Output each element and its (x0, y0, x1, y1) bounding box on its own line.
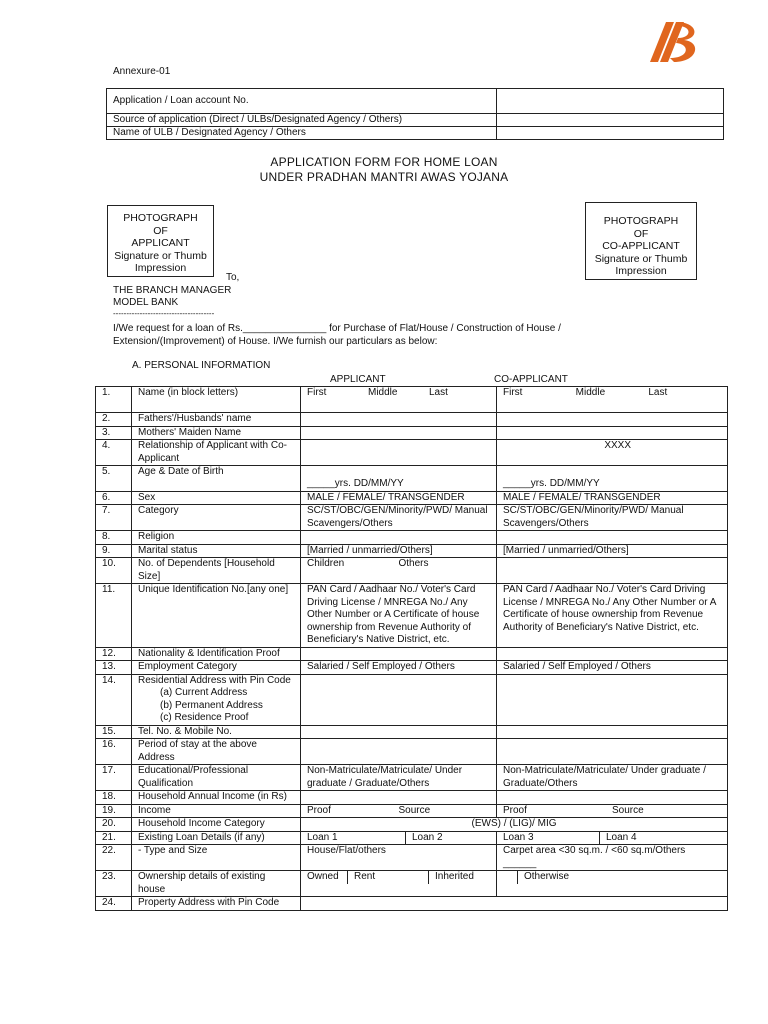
row-label: - Type and Size (132, 845, 301, 871)
table-row (96, 584, 728, 648)
row-number: 23. (96, 871, 132, 897)
row-label: Marital status (132, 544, 301, 558)
table-row (96, 505, 728, 531)
otherwise-option[interactable]: Otherwise (524, 871, 570, 882)
coapplicant-field[interactable] (497, 558, 728, 584)
coapplicant-field[interactable] (497, 674, 728, 725)
row-number: 5. (96, 466, 132, 492)
row-label: Ownership details of existing house (132, 871, 301, 897)
rent-option[interactable]: Rent (348, 871, 429, 884)
table-row (96, 804, 728, 818)
applicant-income-field[interactable] (301, 804, 497, 818)
applicant-id-field[interactable]: PAN Card / Aadhaar No./ Voter's Card Driving License / MNREGA No./ Any Other Number or A Certificate of house ownership from Revenue Authority of Beneficiary's Native District, etc. (301, 584, 497, 648)
ulb-name-field[interactable] (497, 127, 724, 140)
applicant-education-field[interactable]: Non-Matriculate/Matriculate/ Under graduate / Graduate/Others (301, 765, 497, 791)
row-number: 1. (96, 387, 132, 413)
proof-label: Proof (503, 804, 527, 816)
row-number: 4. (96, 440, 132, 466)
applicant-field[interactable] (301, 674, 497, 725)
table-row (96, 491, 728, 505)
row-label (132, 674, 301, 725)
row-number: 16. (96, 739, 132, 765)
applicant-field[interactable] (301, 647, 497, 661)
bank-name-label: MODEL BANK (113, 297, 179, 308)
row-number: 12. (96, 647, 132, 661)
row-label: Religion (132, 531, 301, 545)
row-label: Household Annual Income (in Rs) (132, 791, 301, 805)
photo-label: PHOTOGRAPH (603, 215, 679, 227)
to-label: To, (226, 272, 240, 283)
table-row (96, 871, 728, 897)
children-label: Children (307, 558, 345, 569)
row-number: 18. (96, 791, 132, 805)
carpet-area-field[interactable]: Carpet area <30 sq.m. / <60 sq.m/Others ______ (497, 845, 728, 871)
coapplicant-dob-field[interactable]: _____yrs. DD/MM/YY (497, 466, 728, 492)
coapplicant-field: XXXX (497, 440, 728, 466)
coapplicant-column-header: CO-APPLICANT (494, 374, 568, 385)
table-row (96, 426, 728, 440)
row-label: Relationship of Applicant with Co-Applicant (132, 440, 301, 466)
source-field[interactable] (497, 114, 724, 127)
coapplicant-field[interactable] (497, 413, 728, 427)
request-line2: Extension/(Improvement) of House. I/We furnish our particulars as below: (113, 336, 438, 347)
applicant-sex-field[interactable]: MALE / FEMALE/ TRANSGENDER (301, 491, 497, 505)
row-label: Mothers' Maiden Name (132, 426, 301, 440)
first-label: First (307, 387, 327, 398)
table-row (96, 440, 728, 466)
branch-manager-label: THE BRANCH MANAGER (113, 285, 232, 296)
coapplicant-employment-field[interactable]: Salaried / Self Employed / Others (497, 661, 728, 675)
row-number: 13. (96, 661, 132, 675)
row-label: Unique Identification No.[any one] (132, 584, 301, 648)
coapplicant-name-field[interactable] (497, 387, 728, 413)
bank-logo (640, 18, 704, 64)
row-number: 6. (96, 491, 132, 505)
coapplicant-field[interactable] (497, 647, 728, 661)
ownership-field-b[interactable] (497, 871, 728, 897)
row-number: 14. (96, 674, 132, 725)
owned-option[interactable]: Owned (301, 871, 348, 884)
row-number: 24. (96, 897, 132, 911)
loan-3-4-field[interactable] (497, 831, 728, 845)
row-label: Name (in block letters) (132, 387, 301, 413)
coapplicant-photo-box[interactable] (585, 202, 697, 280)
applicant-name-field[interactable] (301, 387, 497, 413)
row-number: 17. (96, 765, 132, 791)
row-number: 19. (96, 804, 132, 818)
coapplicant-field[interactable] (497, 739, 728, 765)
table-row (96, 558, 728, 584)
row-number: 15. (96, 725, 132, 739)
applicant-field[interactable] (301, 791, 497, 805)
coapplicant-field[interactable] (497, 791, 728, 805)
coapplicant-field[interactable] (497, 531, 728, 545)
ulb-name-label: Name of ULB / Designated Agency / Others (107, 127, 497, 140)
row-label: Property Address with Pin Code (132, 897, 301, 911)
applicant-dob-field[interactable]: _____yrs. DD/MM/YY (301, 466, 497, 492)
photo-label: Signature or Thumb (594, 252, 688, 265)
coapplicant-id-field[interactable]: PAN Card / Aadhaar No./ Voter's Card Driving License / MNREGA No./ Any Other Number or A Certificate of house ownership from Revenue Authority of Beneficiary's Native District, etc. (497, 584, 728, 648)
row-label: Existing Loan Details (if any) (132, 831, 301, 845)
table-row (96, 413, 728, 427)
source-label: Source (612, 804, 644, 816)
table-row (96, 647, 728, 661)
row-label: Period of stay at the above Address (132, 739, 301, 765)
form-title-line1: APPLICATION FORM FOR HOME LOAN (270, 155, 498, 169)
middle-label: Middle (368, 387, 398, 398)
photo-label: APPLICANT (131, 237, 190, 249)
coapplicant-marital-field[interactable]: [Married / unmarried/Others] (497, 544, 728, 558)
coapplicant-education-field[interactable]: Non-Matriculate/Matriculate/ Under graduate / Graduate/Others (497, 765, 728, 791)
coapplicant-category-field[interactable]: SC/ST/OBC/GEN/Minority/PWD/ Manual Scavengers/Others (497, 505, 728, 531)
photo-label: CO-APPLICANT (602, 240, 680, 252)
house-type-field[interactable]: House/Flat/others (301, 845, 497, 871)
coapplicant-field[interactable] (497, 725, 728, 739)
coapplicant-income-field[interactable] (497, 804, 728, 818)
row-label: Nationality & Identification Proof (132, 647, 301, 661)
inherited-option[interactable]: Inherited (435, 871, 474, 882)
address-label: Residential Address with Pin Code (138, 674, 291, 686)
personal-info-table (95, 386, 728, 911)
first-label: First (503, 387, 523, 398)
row-number: 9. (96, 544, 132, 558)
residence-proof-label: (c) Residence Proof (160, 712, 249, 723)
row-label: Household Income Category (132, 818, 301, 832)
address-divider: -------------------------------------- (113, 309, 215, 318)
table-row (96, 725, 728, 739)
row-number: 10. (96, 558, 132, 584)
coapplicant-field[interactable] (497, 426, 728, 440)
property-address-field[interactable] (301, 897, 728, 911)
last-label: Last (429, 387, 448, 398)
row-label: Employment Category (132, 661, 301, 675)
photo-label: Signature or Thumb (114, 249, 207, 262)
table-row (96, 674, 728, 725)
row-label: Age & Date of Birth (132, 466, 301, 492)
photo-label: OF (153, 224, 168, 237)
applicant-field[interactable] (301, 440, 497, 466)
loan-3-label: Loan 3 (497, 832, 600, 845)
current-address-label: (a) Current Address (160, 687, 248, 698)
photo-label: Impression (134, 262, 187, 274)
photo-label: PHOTOGRAPH (123, 212, 198, 224)
row-label: Income (132, 804, 301, 818)
table-row (96, 531, 728, 545)
table-row (96, 544, 728, 558)
applicant-column-header: APPLICANT (330, 374, 386, 385)
table-row (96, 818, 728, 832)
middle-label: Middle (575, 387, 606, 398)
loan-account-label: Application / Loan account No. (107, 89, 497, 114)
row-label: Fathers'/Husbands' name (132, 413, 301, 427)
applicant-field[interactable] (301, 531, 497, 545)
applicant-field[interactable] (301, 426, 497, 440)
application-info-table (106, 88, 724, 140)
row-number: 7. (96, 505, 132, 531)
row-number: 21. (96, 831, 132, 845)
row-number: 22. (96, 845, 132, 871)
loan-1-label: Loan 1 (301, 832, 406, 845)
form-title-line2: UNDER PRADHAN MANTRI AWAS YOJANA (259, 170, 509, 184)
row-label: Tel. No. & Mobile No. (132, 725, 301, 739)
applicant-field[interactable] (301, 739, 497, 765)
loan-2-label: Loan 2 (412, 831, 443, 843)
row-label: Category (132, 505, 301, 531)
row-label: Educational/Professional Qualification (132, 765, 301, 791)
row-number: 11. (96, 584, 132, 648)
photo-label: OF (633, 227, 649, 240)
table-row (96, 661, 728, 675)
applicant-field[interactable] (301, 413, 497, 427)
row-label: No. of Dependents [Household Size] (132, 558, 301, 584)
row-label: Sex (132, 491, 301, 505)
applicant-field[interactable] (301, 725, 497, 739)
proof-label: Proof (307, 804, 331, 816)
table-row (96, 466, 728, 492)
table-row (96, 791, 728, 805)
row-number: 3. (96, 426, 132, 440)
row-number: 20. (96, 818, 132, 832)
table-row (96, 897, 728, 911)
loan-account-field[interactable] (497, 89, 724, 114)
table-row (96, 831, 728, 845)
loan-1-2-field[interactable] (301, 831, 497, 845)
applicant-photo-box[interactable] (107, 205, 214, 277)
ownership-field-a[interactable] (301, 871, 497, 897)
applicant-employment-field[interactable]: Salaried / Self Employed / Others (301, 661, 497, 675)
coapplicant-sex-field[interactable]: MALE / FEMALE/ TRANSGENDER (497, 491, 728, 505)
section-title: A. PERSONAL INFORMATION (132, 360, 271, 371)
applicant-category-field[interactable]: SC/ST/OBC/GEN/Minority/PWD/ Manual Scavengers/Others (301, 505, 497, 531)
row-number: 8. (96, 531, 132, 545)
last-label: Last (648, 387, 668, 398)
source-label: Source of application (Direct / ULBs/Designated Agency / Others) (107, 114, 497, 127)
table-row (96, 765, 728, 791)
table-row (96, 845, 728, 871)
table-row (96, 739, 728, 765)
dependents-field[interactable] (301, 558, 497, 584)
others-label: Others (398, 558, 429, 569)
table-row (96, 387, 728, 413)
permanent-address-label: (b) Permanent Address (160, 699, 263, 711)
income-category-field[interactable]: (EWS) / (LIG)/ MIG (301, 818, 728, 832)
photo-label: Impression (615, 265, 667, 277)
annexure-label: Annexure-01 (113, 66, 171, 77)
source-label: Source (398, 804, 431, 816)
request-line1: I/We request for a loan of Rs._______________ for Purchase of Flat/House / Construction of House / (113, 323, 561, 334)
loan-4-label: Loan 4 (606, 831, 637, 843)
applicant-marital-field[interactable]: [Married / unmarried/Others] (301, 544, 497, 558)
row-number: 2. (96, 413, 132, 427)
